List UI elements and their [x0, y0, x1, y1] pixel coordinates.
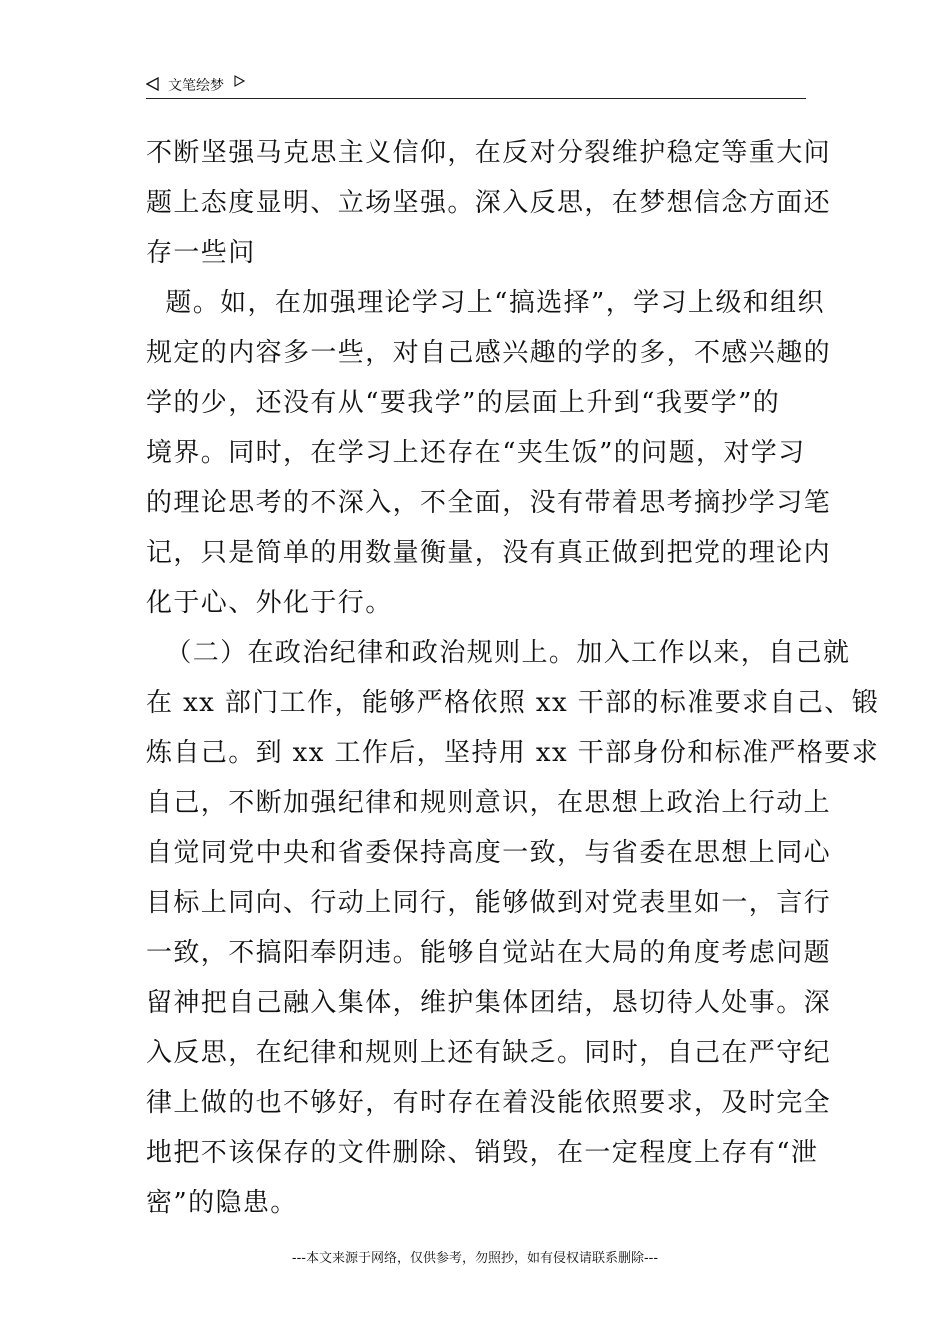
text-line: 化于心、外化于行。 [146, 588, 393, 618]
footer-disclaimer: ---本文来源于网络，仅供参考，勿照抄，如有侵权请联系删除--- [291, 1251, 659, 1266]
text-line: （二）在政治纪律和政治规则上。加入工作以来，自己就 [146, 638, 851, 668]
page-header [146, 72, 806, 99]
text-line: 自觉同党中央和省委保持高度一致，与省委在思想上同心 [146, 838, 832, 868]
text-line: 不断坚强马克思主义信仰，在反对分裂维护稳定等重大问 [146, 138, 832, 168]
text-line: 律上做的也不够好，有时存在着没能依照要求，及时完全 [146, 1088, 832, 1118]
text-line: 学的少，还没有从“要我学”的层面上升到“我要学”的 [146, 388, 781, 418]
text-line: 目标上同向、行动上同行，能够做到对党表里如一，言行 [146, 888, 832, 918]
text-line: 地把不该保存的文件删除、销毁，在一定程度上存有“泄 [146, 1138, 819, 1168]
text-line: 题上态度显明、立场坚强。深入反思，在梦想信念方面还 [146, 188, 832, 218]
document-body [146, 128, 880, 1228]
text-line: 炼自己。到 xx 工作后，坚持用 xx 干部身份和标准严格要求 [146, 738, 880, 768]
text-line: 规定的内容多一些，对自己感兴趣的学的多，不感兴趣的 [146, 338, 832, 368]
text-line: 存一些问 [146, 238, 256, 268]
text-line: 的理论思考的不深入，不全面，没有带着思考摘抄学习笔 [146, 488, 832, 518]
text-line: 记，只是简单的用数量衡量，没有真正做到把党的理论内 [146, 538, 832, 568]
text-line: 一致，不搞阳奉阴违。能够自觉站在大局的角度考虑问题 [146, 938, 832, 968]
text-line: 密”的隐患。 [146, 1188, 298, 1218]
text-line: 入反思，在纪律和规则上还有缺乏。同时，自己在严守纪 [146, 1038, 832, 1068]
text-line: 题。如，在加强理论学习上“搞选择”，学习上级和组织 [146, 288, 825, 318]
text-line: 自己，不断加强纪律和规则意识，在思想上政治上行动上 [146, 788, 832, 818]
text-line: 境界。同时，在学习上还存在“夹生饭”的问题，对学习 [146, 438, 806, 468]
text-line: 在 xx 部门工作，能够严格依照 xx 干部的标准要求自己、锻 [146, 688, 880, 718]
triangle-right-outline-icon [234, 75, 245, 87]
text-line: 留神把自己融入集体，维护集体团结，恳切待人处事。深 [146, 988, 832, 1018]
triangle-left-outline-icon [146, 77, 160, 91]
header-title: 文笔绘梦 [168, 78, 224, 94]
